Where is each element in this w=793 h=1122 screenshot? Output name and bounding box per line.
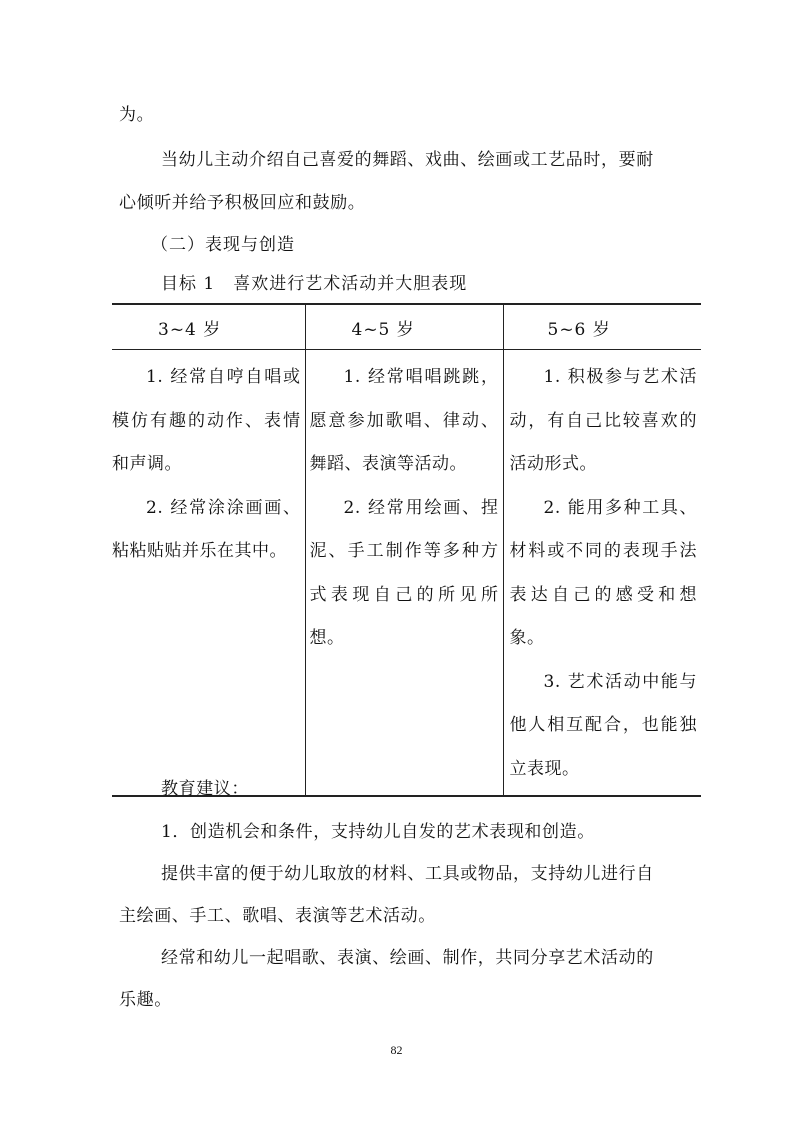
paragraph-continuation: 为。: [119, 105, 155, 125]
goal-item: 1. 经常唱唱跳跳，愿意参加歌唱、律动、舞蹈、表演等活动。: [309, 367, 499, 474]
goal-item: 1. 经常自哼自唱或模仿有趣的动作、表情和声调。: [112, 367, 301, 474]
paragraph-line: 心倾听并给予积极回应和鼓励。: [119, 193, 366, 213]
header-age-3-4: 3~4 岁: [158, 319, 222, 340]
header-age-5-6: 5~6 岁: [503, 304, 701, 350]
suggestion-line: 经常和幼儿一起唱歌、表演、绘画、制作，共同分享艺术活动的: [161, 948, 654, 968]
suggestion-line: 乐趣。: [119, 990, 172, 1010]
cell-age-3-4: [112, 350, 305, 797]
table-header-row: [112, 304, 701, 350]
suggestion-line: 提供丰富的便于幼儿取放的材料、工具或物品，支持幼儿进行自: [161, 864, 654, 884]
header-age-4-5: 4~5 岁: [305, 304, 503, 350]
suggestions-heading: 教育建议：: [161, 779, 249, 799]
goal-item: 2. 能用多种工具、材料或不同的表现手法表达自己的感受和想象。: [509, 497, 697, 648]
goal-title: 目标 1 喜欢进行艺术活动并大胆表现: [161, 274, 468, 294]
goal-item: 2. 经常涂涂画画、粘粘贴贴并乐在其中。: [112, 497, 301, 561]
section-title: （二）表现与创造: [151, 235, 295, 255]
cell-age-5-6: [503, 350, 701, 797]
suggestion-item: 1．创造机会和条件，支持幼儿自发的艺术表现和创造。: [161, 822, 595, 842]
goal-item: 1. 积极参与艺术活动，有自己比较喜欢的活动形式。: [509, 367, 697, 474]
paragraph-line: 当幼儿主动介绍自己喜爱的舞蹈、戏曲、绘画或工艺品时，要耐: [161, 150, 654, 170]
cell-age-4-5: [305, 350, 503, 797]
goal-item: 3. 艺术活动中能与他人相互配合，也能独立表现。: [509, 671, 697, 779]
page-number: 82: [390, 1043, 403, 1057]
suggestion-line: 主绘画、手工、歌唱、表演等艺术活动。: [119, 906, 436, 926]
goal-item: 2. 经常用绘画、捏泥、手工制作等多种方式表现自己的所见所想。: [309, 497, 499, 648]
age-goals-table: [112, 303, 701, 797]
table-row: [112, 350, 701, 797]
